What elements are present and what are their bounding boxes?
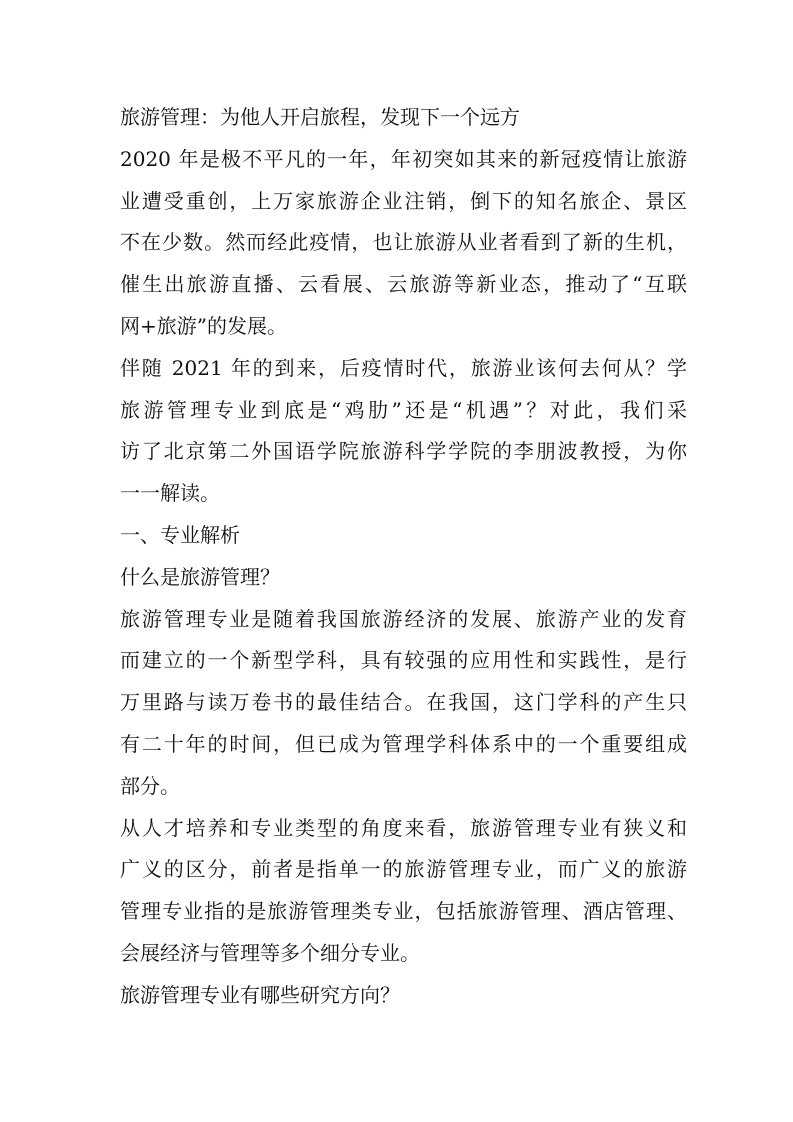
text-line: 催生出旅游直播、云看展、云旅游等新业态，推动了“互联 (120, 272, 687, 297)
document-title: 旅游管理：为他人开启旅程，发现下一个远方 (120, 105, 520, 129)
paragraph-intro (120, 139, 687, 348)
subheading: 旅游管理专业有哪些研究方向？ (120, 982, 400, 1007)
text-line: 业遭受重创，上万家旅游企业注销，倒下的知名旅企、景区 (120, 188, 687, 213)
text-line: 万里路与读万卷书的最佳结合。在我国，这门学科的产生只 (120, 690, 687, 715)
text-line: 从人才培养和专业类型的角度来看，旅游管理专业有狭义和 (120, 815, 687, 840)
text-line: 有二十年的时间，但已成为管理学科体系中的一个重要组成 (120, 731, 687, 756)
text-line: 伴随 2021 年的到来，后疫情时代，旅游业该何去何从？学 (120, 355, 687, 380)
document-page (120, 97, 687, 1017)
text-line: 旅游管理专业到底是“鸡肋”还是“机遇”？对此，我们采 (120, 397, 687, 422)
text-line: 2020 年是极不平凡的一年，年初突如其来的新冠疫情让旅游 (120, 146, 687, 171)
section-heading: 一、专业解析 (120, 522, 240, 547)
subheading: 什么是旅游管理？ (120, 564, 280, 589)
text-line: 访了北京第二外国语学院旅游科学学院的李朋波教授，为你 (120, 439, 687, 464)
text-line: 不在少数。然而经此疫情，也让旅游从业者看到了新的生机， (120, 230, 687, 255)
paragraph-definition (120, 599, 687, 808)
text-line: 而建立的一个新型学科，具有较强的应用性和实践性，是行 (120, 648, 687, 673)
text-line: 旅游管理专业是随着我国旅游经济的发展、旅游产业的发育 (120, 606, 687, 631)
paragraph-categories (120, 808, 687, 975)
text-line: 管理专业指的是旅游管理类专业，包括旅游管理、酒店管理、 (120, 899, 687, 924)
text-line: 一一解读。 (120, 481, 220, 506)
text-line: 网+旅游”的发展。 (120, 313, 287, 338)
text-line: 广义的区分，前者是指单一的旅游管理专业，而广义的旅游 (120, 857, 687, 882)
paragraph-question (120, 348, 687, 515)
text-line: 会展经济与管理等多个细分专业。 (120, 940, 420, 965)
text-line: 部分。 (120, 773, 180, 798)
